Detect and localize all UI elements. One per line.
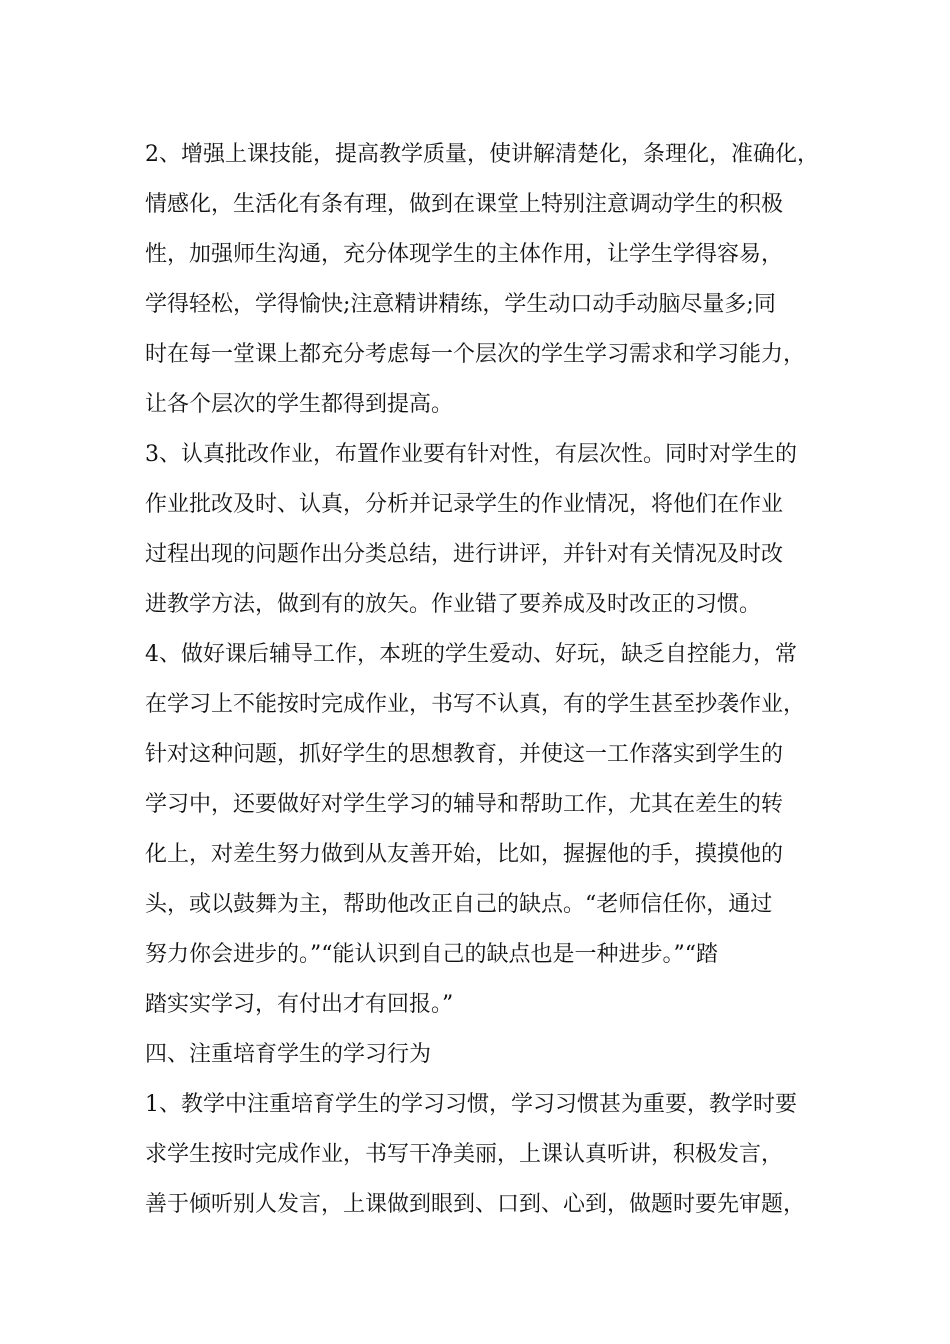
text-line: 进教学方法，做到有的放矢。作业错了要养成及时改正的习惯。: [145, 592, 762, 617]
text-line: 作业批改及时、认真，分析并记录学生的作业情况，将他们在作业: [145, 492, 784, 517]
text-line: 努力你会进步的。”“能认识到自己的缺点也是一种进步。”“踏: [145, 942, 718, 967]
text-line: 时在每一堂课上都充分考虑每一个层次的学生学习需求和学习能力，: [145, 342, 806, 367]
text-line: 化上，对差生努力做到从友善开始，比如，握握他的手，摸摸他的: [145, 842, 784, 867]
text-line: 学得轻松，学得愉快;注意精讲精练，学生动口动手动脑尽量多;同: [145, 292, 776, 317]
text-line: 求学生按时完成作业，书写干净美丽，上课认真听讲，积极发言，: [145, 1142, 784, 1167]
text-line: 2、增强上课技能，提高教学质量，使讲解清楚化，条理化，准确化，: [145, 142, 819, 167]
text-line: 善于倾听别人发言，上课做到眼到、口到、心到，做题时要先审题，: [145, 1192, 806, 1217]
text-line: 踏实实学习，有付出才有回报。”: [145, 992, 454, 1017]
text-line: 过程出现的问题作出分类总结，进行讲评，并针对有关情况及时改: [145, 542, 784, 567]
text-line: 4、做好课后辅导工作，本班的学生爱动、好玩，缺乏自控能力，常: [145, 642, 797, 667]
text-line: 头，或以鼓舞为主，帮助他改正自己的缺点。“老师信任你，通过: [145, 892, 773, 917]
text-line: 性，加强师生沟通，充分体现学生的主体作用，让学生学得容易，: [145, 242, 784, 267]
text-line: 1、教学中注重培育学生的学习习惯，学习习惯甚为重要，教学时要: [145, 1092, 797, 1117]
text-line: 学习中，还要做好对学生学习的辅导和帮助工作，尤其在差生的转: [145, 792, 784, 817]
text-line: 让各个层次的学生都得到提高。: [145, 392, 454, 417]
text-line: 3、认真批改作业，布置作业要有针对性，有层次性。同时对学生的: [145, 442, 797, 467]
document-page: [145, 130, 821, 1230]
text-line: 在学习上不能按时完成作业，书写不认真，有的学生甚至抄袭作业，: [145, 692, 806, 717]
text-line: 针对这种问题，抓好学生的思想教育，并使这一工作落实到学生的: [145, 742, 784, 767]
section-heading: 四、注重培育学生的学习行为: [145, 1042, 432, 1067]
text-line: 情感化，生活化有条有理，做到在课堂上特别注意调动学生的积极: [145, 192, 784, 217]
